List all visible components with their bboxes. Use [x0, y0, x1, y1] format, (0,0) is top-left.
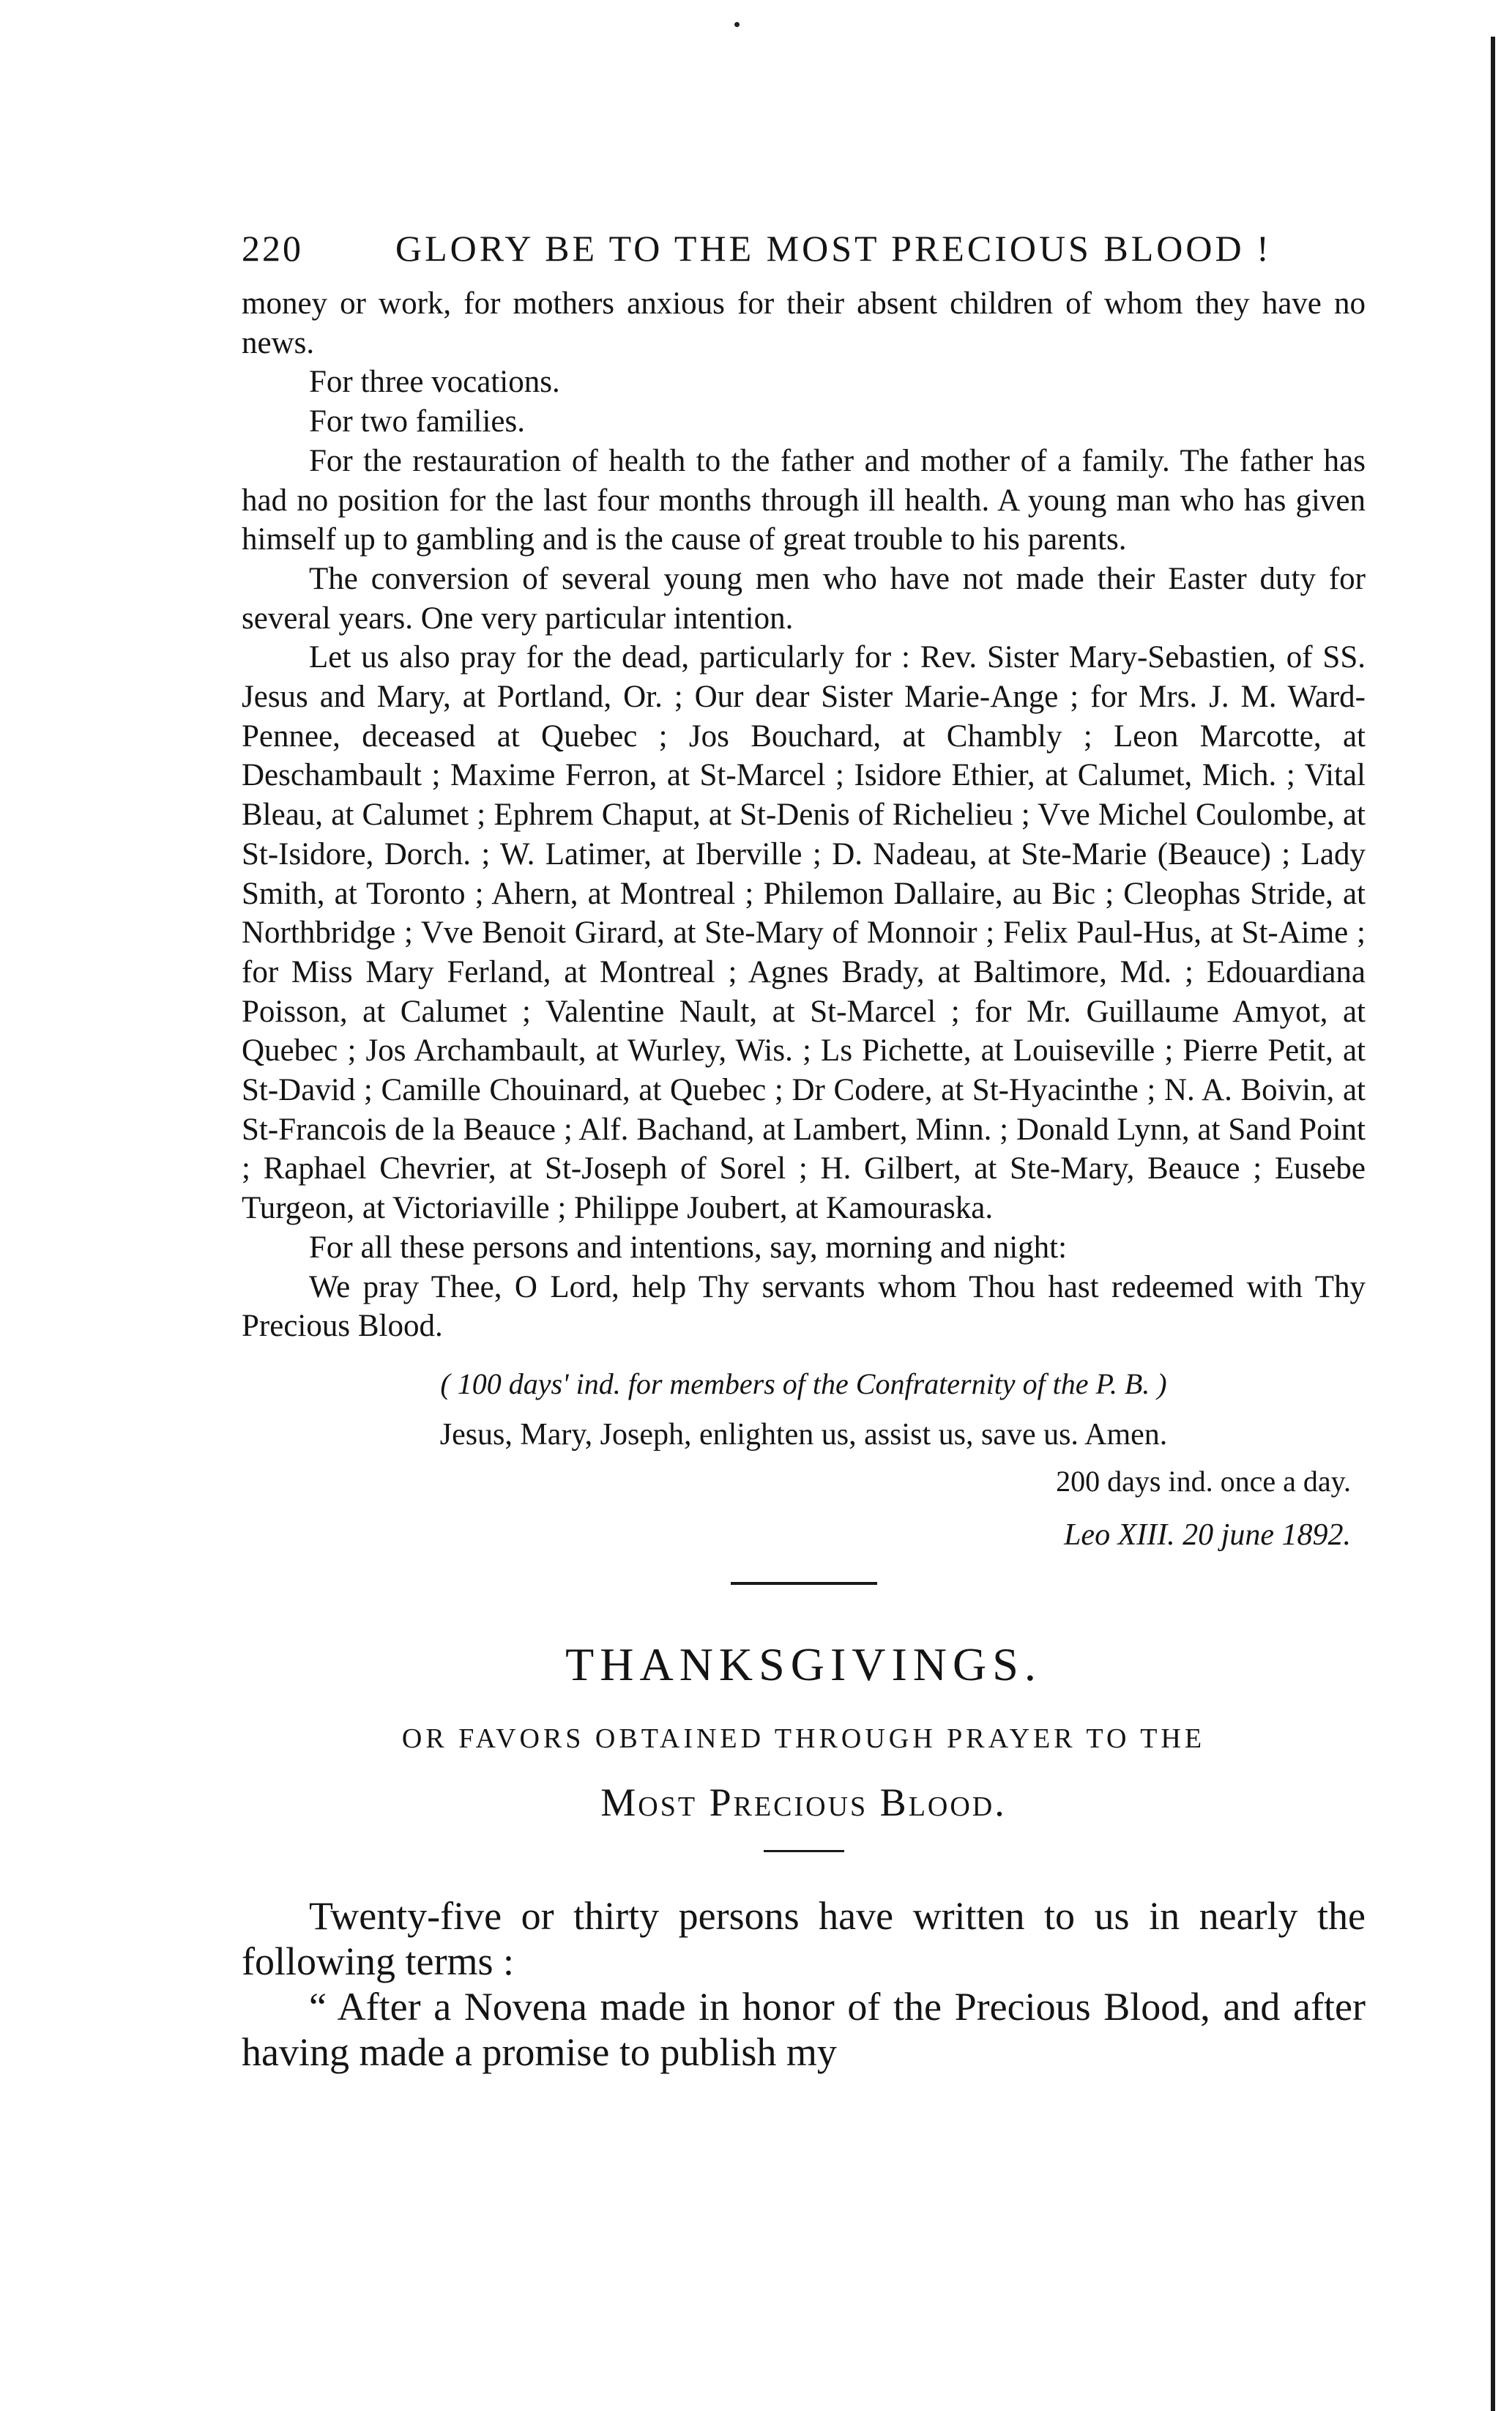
- running-title: GLORY BE TO THE MOST PRECIOUS BLOOD !: [395, 228, 1272, 269]
- paragraph: “ After a Novena made in honor of the Precious Blood, and after having made a promise to publish my: [242, 1984, 1366, 2074]
- page: [242, 212, 1366, 2075]
- paragraph: For two families.: [309, 404, 525, 439]
- ink-dot: [734, 22, 740, 27]
- section-subtitle: OR FAVORS OBTAINED THROUGH PRAYER TO THE: [401, 1723, 1206, 1754]
- running-header: [242, 212, 1366, 278]
- section-divider: [731, 1582, 877, 1585]
- page-number: 220: [242, 228, 303, 269]
- confraternity-note: ( 100 days' ind. for members of the Confraternity of the P. B. ): [440, 1367, 1167, 1400]
- indulgence-line: 200 days ind. once a day.: [1056, 1464, 1351, 1498]
- section-title: THANKSGIVINGS.: [565, 1638, 1042, 1690]
- paragraph-dead-list: Let us also pray for the dead, particularly for : Rev. Sister Mary-Sebastien, of SS. Jesus and Mary, at Portland, Or. ; Our dear Sister Marie-Ange ; for Mrs. J. M. Ward-Pennee, deceased at Quebec ; Jos Bouchard, at Chambly ; Leon Marcotte, at Deschambault ; Maxime Ferron, at St-Marcel ; Isidore Ethier, at Calumet, Mich. ; Vital Bleau, at Calumet ; Ephrem Chaput, at St-Denis of Richelieu ; Vve Michel Coulombe, at St-Isidore, Dorch. ; W. Latimer, at Iberville ; D. Nadeau, at Ste-Marie (Beauce) ; Lady Smith, at Toronto ; Ahern, at Montreal ; Philemon Dallaire, au Bic ; Cleophas Stride, at Northbridge ; Vve Benoit Girard, at Ste-Mary of Monnoir ; Felix Paul-Hus, at St-Aime ; for Miss Mary Ferland, at Montreal ; Agnes Brady, at Baltimore, Md. ; Edouardiana Poisson, at Calumet ; Valentine Nault, at St-Marcel ; for Mr. Guillaume Amyot, at Quebec ; Jos Archambault, at Wurley, Wis. ; Ls Pichette, at Louiseville ; Pierre Petit, at St-David ; Camille Chouinard, at Quebec ; Dr Codere, at St-Hyacinthe ; N. A. Boivin, at St-Francois de la Beauce ; Alf. Bachand, at Lambert, Minn. ; Donald Lynn, at Sand Point ; Raphael Chevrier, at St-Joseph of Sorel ; H. Gilbert, at Ste-Mary, Beauce ; Eusebe Turgeon, at Victoriaville ; Philippe Joubert, at Kamouraska.: [242, 640, 1366, 1226]
- paragraph: money or work, for mothers anxious for their absent children of whom they have no news.: [242, 286, 1366, 360]
- paragraph: For the restauration of health to the father and mother of a family. The father has had no position for the last four months through ill health. A young man who has given himself up to gambling and is the cause of great trouble to his parents.: [242, 443, 1366, 557]
- paragraph: The conversion of several young men who have not made their Easter duty for several years. One very particular intention.: [242, 561, 1366, 636]
- paragraph: For three vocations.: [309, 365, 560, 400]
- closing-text: [242, 1893, 1366, 2075]
- paragraph: Twenty-five or thirty persons have written to us in nearly the following terms :: [242, 1893, 1366, 1983]
- prayer-paragraph: We pray Thee, O Lord, help Thy servants whom Thou hast redeemed with Thy Precious Blood.: [242, 1269, 1366, 1344]
- paragraph: For all these persons and intentions, say, morning and night:: [309, 1230, 1068, 1265]
- page-edge-rule: [1491, 37, 1495, 2411]
- body-text: [242, 284, 1366, 1346]
- section-subtitle-2: Most Precious Blood.: [600, 1780, 1007, 1824]
- short-prayer: Jesus, Mary, Joseph, enlighten us, assist us, save us. Amen.: [439, 1417, 1168, 1452]
- subtitle-divider: [764, 1850, 844, 1852]
- papal-reference: Leo XIII. 20 june 1892.: [1064, 1517, 1351, 1552]
